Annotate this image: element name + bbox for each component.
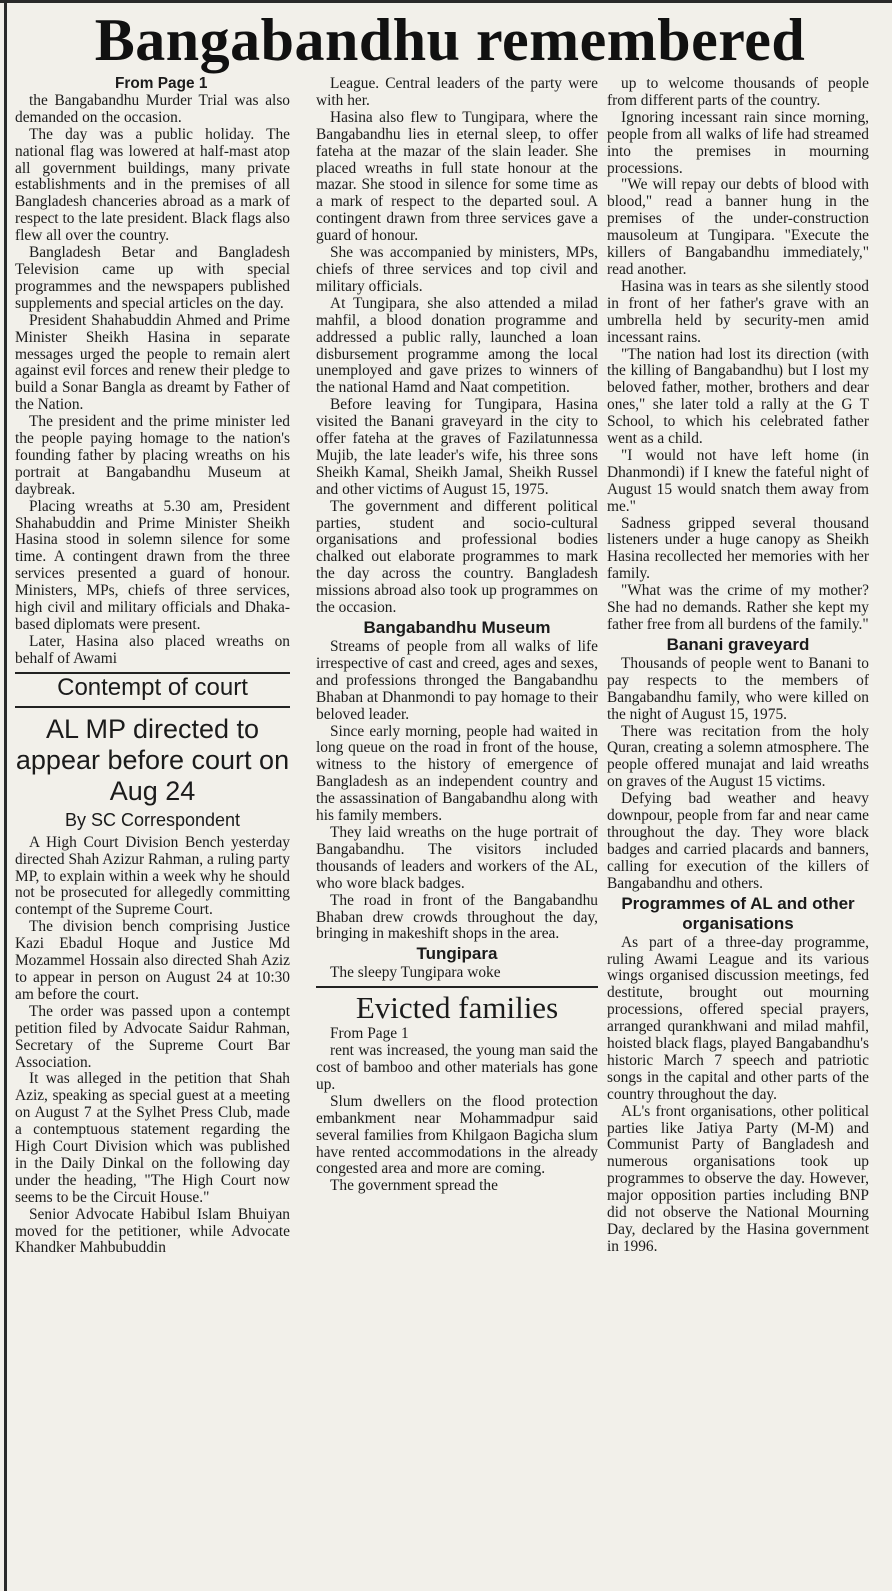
article-paragraph: The government and different political parties, student and socio-cultural organisations and professional bodies chalked out elaborate programmes to mark the day across the country. Bangladesh missions abroad also took up programmes on the occasion. bbox=[316, 497, 598, 617]
article-paragraph: There was recitation from the holy Quran, creating a solemn atmosphere. The people offered munajat and laid wreaths on graves of the August 15 victims. bbox=[607, 722, 869, 791]
article-paragraph: The government spread the bbox=[330, 1177, 498, 1195]
article-paragraph: Before leaving for Tungipara, Hasina visited the Banani graveyard in the city to offer fateha at the graves of Fazilatunnessa Mujib, the late leader's wife, his three sons Sheikh Kamal, Sheikh Jamal, Sheikh Russel and other victims of August 15, 1975. bbox=[316, 396, 598, 498]
subhead-museum: Bangabandhu Museum bbox=[363, 618, 551, 637]
article-paragraph: Since early morning, people had waited in long queue on the road in front of the house, witness to the history of emergence of Bangladesh as an independent country and the assassination of Bangabandhu along with his family members. bbox=[316, 722, 598, 825]
article-paragraph: up to welcome thousands of people from different parts of the country. bbox=[607, 76, 869, 109]
article-paragraph: the Bangabandhu Murder Trial was also demanded on the occasion. bbox=[15, 91, 290, 126]
article-paragraph: "I would not have left home (in Dhanmondi) if I knew the fateful night of August 15 would snatch them away from me." bbox=[607, 446, 869, 515]
column-3 bbox=[607, 76, 869, 1591]
article-paragraph: Hasina also flew to Tungipara, where the Bangabandhu lies in eternal sleep, to offer fateha at the mazar of the slain leader. She placed wreaths in full state honour at the mazar. She stood in silence for some time as a mark of respect to the departed soul. A contingent drawn from three services gave a guard of honour. bbox=[316, 108, 598, 245]
article-paragraph: They laid wreaths on the huge portrait of Bangabandhu. The visitors included thousands of leaders and workers of the AL, who wore black badges. bbox=[316, 823, 598, 892]
article-paragraph: She was accompanied by ministers, MPs, chiefs of three services and top civil and military officials. bbox=[316, 244, 598, 295]
column-1 bbox=[15, 76, 290, 1591]
article-paragraph: Placing wreaths at 5.30 am, President Shahabuddin and Prime Minister Sheikh Hasina stood in solemn silence for some time. A contingent drawn from the three services presented a guard of honour. Ministers, MPs, chiefs of three services, high civil and military officials and Dhaka-based diplomats were present. bbox=[15, 497, 290, 633]
article-paragraph: Senior Advocate Habibul Islam Bhuiyan moved for the petitioner, while Advocate Khandker Mahbubuddin bbox=[15, 1205, 290, 1257]
article-paragraph: Sadness gripped several thousand listeners under a huge canopy as Sheikh Hasina recollected her memories with her family. bbox=[607, 514, 869, 583]
left-rule bbox=[4, 0, 7, 1591]
article-paragraph: rent was increased, the young man said the cost of bamboo and other materials has gone up. bbox=[316, 1042, 598, 1093]
subhead-banani: Banani graveyard bbox=[666, 634, 810, 654]
article-paragraph: President Shahabuddin Ahmed and Prime Minister Sheikh Hasina in separate messages urged the people to remain alert against evil forces and renew their pledge to build a Sonar Bangla as dreamt by Father of the Nation. bbox=[15, 311, 290, 414]
article-paragraph: Bangladesh Betar and Bangladesh Television came up with special programmes and the newspapers published supplements and special articles on the day. bbox=[15, 244, 290, 312]
subhead-programmes: Programmes of AL and other organisations bbox=[621, 893, 855, 933]
article-paragraph: A High Court Division Bench yesterday directed Shah Azizur Rahman, a ruling party MP, to explain within a week why he should not be prosecuted for allegedly committing contempt of the Supreme Court. bbox=[15, 833, 290, 919]
article-paragraph: It was alleged in the petition that Shah Aziz, speaking as special guest at a meeting on August 7 at the Sylhet Press Club, made a contemptuous statement regarding the High Court Division which was published in the Daily Dinkal on the following day under the heading, "The High Court now seems to be the Circuit House." bbox=[15, 1070, 290, 1206]
article-paragraph: Streams of people from all walks of life irrespective of cast and creed, ages and sexes, and professions thronged the Bangabandhu Bhaban at Dhanmondi to pay homage to their beloved leader. bbox=[316, 638, 598, 723]
article-paragraph: Slum dwellers on the flood protection embankment near Mohammadpur said several families from Khilgaon Bagicha slum have rented accommodations in the already congested area and more are coming. bbox=[316, 1092, 598, 1178]
article-paragraph: Defying bad weather and heavy downpour, people from far and near came throughout the day. They wore black badges and carried placards and banners, calling for execution of the killers of Bangabandhu and others. bbox=[607, 790, 869, 892]
article-paragraph: League. Central leaders of the party were with her. bbox=[316, 76, 598, 109]
from-page-label: From Page 1 bbox=[115, 76, 208, 92]
article-paragraph: The president and the prime minister led the people paying homage to the nation's founding father by placing wreaths on his portrait at Bangabandhu Museum at daybreak. bbox=[15, 413, 290, 498]
subhead-tungipara: Tungipara bbox=[416, 944, 498, 964]
headline: Bangabandhu remembered bbox=[94, 7, 806, 73]
article-paragraph: Hasina was in tears as she silently stood in front of her father's grave with an umbrella held by security-men amid incessant rains. bbox=[607, 277, 869, 346]
byline: By SC Correspondent bbox=[64, 809, 241, 830]
article-paragraph: The order was passed upon a contempt petition filed by Advocate Saidur Rahman, Secretary of the Supreme Court Bar Association. bbox=[15, 1002, 290, 1071]
article-paragraph: As part of a three-day programme, ruling Awami League and its various wings organised discussion meetings, fed destitute, brought out mourning processions, offered special prayers, arranged qurankhwani and milad mahfil, hoisted black flags, played Bangabandhu's historic March 7 speech and patriotic songs in the capital and other parts of the country throughout the day. bbox=[607, 933, 869, 1103]
article-paragraph: "We will repay our debts of blood with blood," read a banner hung in the premises of the under-construction mausoleum at Tungipara. "Execute the killers of Bangabandhu immediately," read another. bbox=[607, 176, 869, 278]
article-paragraph: "What was the crime of my mother? She had no demands. Rather she kept my father free from all burdens of the family." bbox=[607, 582, 869, 633]
article-paragraph: The day was a public holiday. The national flag was lowered at half-mast atop all government buildings, many private establishments and in the premises of all Bangladesh chanceries abroad as a mark of respect to the late president. Black flags also flew all over the country. bbox=[15, 125, 290, 245]
article-paragraph: The sleepy Tungipara woke bbox=[330, 964, 501, 982]
contempt-kicker: Contempt of court bbox=[15, 672, 290, 708]
evicted-headline: Evicted families bbox=[316, 986, 598, 1026]
article-paragraph: "The nation had lost its direction (with the killing of Bangabandhu) but I lost my beloved father, mother, brothers and dear ones," she later told a rally at the G T School, to which his celebrated father went as a child. bbox=[607, 345, 869, 448]
from-page-label: From Page 1 bbox=[330, 1025, 409, 1043]
column-2 bbox=[316, 76, 598, 1591]
article-paragraph: Later, Hasina also placed wreaths on behalf of Awami bbox=[15, 632, 290, 667]
article-paragraph: At Tungipara, she also attended a milad mahfil, a blood donation programme and addressed a public rally, launched a loan disbursement programme among the local unemployed and gave prizes to winners of the national Hamd and Naat competition. bbox=[316, 294, 598, 397]
contempt-headline: AL MP directed to appear before court on Aug 24 bbox=[15, 713, 290, 806]
article-paragraph: Thousands of people went to Banani to pay respects to the members of Bangabandhu family, who were killed on the night of August 15, 1975. bbox=[607, 654, 869, 723]
article-paragraph: The road in front of the Bangabandhu Bhaban drew crowds throughout the day, bringing in makeshift shops in the area. bbox=[316, 891, 598, 943]
article-paragraph: Ignoring incessant rain since morning, people from all walks of life had streamed into the premises in mourning processions. bbox=[607, 108, 869, 177]
top-rule bbox=[0, 0, 892, 3]
article-paragraph: The division bench comprising Justice Kazi Ebadul Hoque and Justice Md Mozammel Hossain also directed Shah Aziz to appear in person on August 24 at 10:30 am before the court. bbox=[15, 918, 290, 1003]
article-paragraph: AL's front organisations, other political parties like Jatiya Party (M-M) and Communist Party of Bangladesh and numerous organisations took up programmes to observe the day. However, major opposition parties including BNP did not observe the National Mourning Day, declared by the Hasina government in 1996. bbox=[607, 1102, 869, 1255]
